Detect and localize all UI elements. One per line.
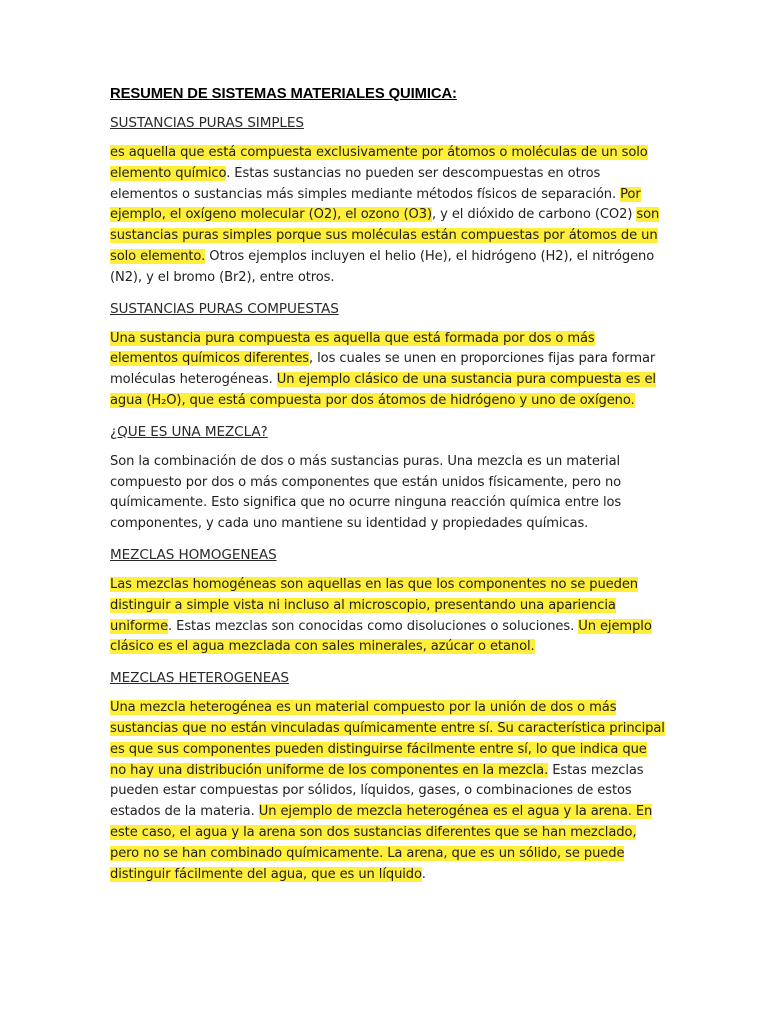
text-run: Estas mezclas pueden estar compuestas por sólidos, líquidos, gases, o combinaciones de estos estados de la materia.: [110, 762, 644, 820]
highlighted-text: es aquella que está compuesta exclusivamente por átomos o moléculas de un solo elemento químico: [110, 145, 648, 181]
sections-container: [110, 113, 666, 885]
text-run: . Estas sustancias no pueden ser descompuestas en otros elementos o sustancias más simples mediante métodos físicos de separación.: [110, 165, 621, 202]
text-run: Son la combinación de dos o más sustancias puras. Una mezcla es un material compuesto por dos o más componentes que están unidos físicamente, pero no químicamente. Esto significa que no ocurre ninguna reacción química entre los componentes, y cada uno mantiene su identidad y propiedades químicas.: [110, 453, 622, 532]
section-heading: MEZCLAS HOMOGENEAS: [110, 546, 277, 563]
highlighted-text: Las mezclas homogéneas son aquellas en las que los componentes no se pueden distinguir a simple vista ni incluso al microscopio, presentando una apariencia uniforme: [110, 576, 638, 634]
text-run: . Estas mezclas son conocidas como disoluciones o soluciones.: [168, 618, 579, 634]
text-run: Otros ejemplos incluyen el helio (He), el hidrógeno (H2), el nitrógeno (N2), y el bromo (Br2), entre otros.: [110, 248, 655, 285]
highlighted-text: Una sustancia pura compuesta es aquella que está formada por dos o más elementos químicos diferentes: [110, 330, 595, 367]
text-run: .: [421, 866, 426, 882]
section-heading: ¿QUE ES UNA MEZCLA?: [110, 423, 268, 440]
document-body: [110, 84, 666, 895]
highlighted-text: Un ejemplo clásico es el agua mezclada con sales minerales, azúcar o etanol.: [110, 618, 652, 655]
section-paragraph: [110, 452, 666, 535]
highlighted-text: Un ejemplo clásico de una sustancia pura compuesta es el agua (H₂O), que está compuesta por dos átomos de hidrógeno y uno de oxígeno.: [110, 372, 656, 408]
document-title: RESUMEN DE SISTEMAS MATERIALES QUIMICA:: [110, 86, 457, 102]
section-heading: MEZCLAS HETEROGENEAS: [110, 670, 289, 687]
section-heading: SUSTANCIAS PURAS COMPUESTAS: [110, 300, 339, 317]
section-paragraph: [110, 698, 666, 885]
highlighted-text: Un ejemplo de mezcla heterogénea es el agua y la arena. En este caso, el agua y la arena son dos sustancias diferentes que se han mezclado, pero no se han combinado químicamente. La arena, que es un sólido, se puede distinguir fácilmente del agua, que es un líquido: [110, 804, 653, 882]
section-paragraph: [110, 575, 666, 658]
highlighted-text: Una mezcla heterogénea es un material compuesto por la unión de dos o más sustancias que no están vinculadas químicamente entre sí. Su característica principal es que sus componentes pueden distinguirse fácilmente entre sí, lo que indica que no hay una distribución uniforme de los componentes en la mezcla.: [110, 700, 665, 778]
highlighted-text: son sustancias puras simples porque sus moléculas están compuestas por átomos de un solo elemento.: [110, 207, 660, 264]
text-run: , y el dióxido de carbono (CO2): [432, 207, 637, 223]
section-paragraph: [110, 143, 666, 289]
highlighted-text: Por ejemplo, el oxígeno molecular (O2), el ozono (O3): [110, 186, 641, 223]
section-paragraph: [110, 329, 666, 412]
section-heading: SUSTANCIAS PURAS SIMPLES: [110, 115, 304, 131]
text-run: , los cuales se unen en proporciones fijas para formar moléculas heterogéneas.: [110, 351, 656, 388]
